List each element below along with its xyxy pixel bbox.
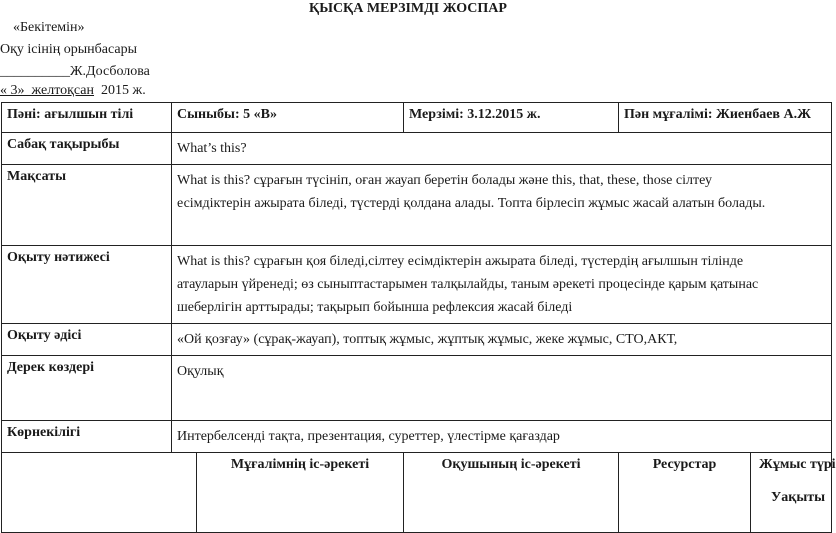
teacher-cell: Пән мұғалімі: Жиенбаев А.Ж <box>619 103 832 133</box>
date-cell: Мерзімі: 3.12.2015 ж. <box>404 103 619 133</box>
table-row <box>2 324 832 356</box>
row-label-sources: Дерек көздері <box>2 356 172 421</box>
row-value-outcomes: What is this? сұрағын қоя біледі,сілтеу есімдіктерін ажырата біледі, түстердің ағылшын тілінде атауларын үйренеді; өз сыныптастарымен талқылайды, таным әрекеті процесінде қарым қатынас шеберлігін арттырады; тақырып бойынша рефлексия жасай біледі <box>172 246 832 324</box>
table-row <box>2 246 832 324</box>
table-row <box>2 133 832 165</box>
approval-heading: «Бекітемін» <box>13 20 85 35</box>
date-year: 2015 ж. <box>101 83 146 98</box>
plan-info-row <box>2 103 832 133</box>
activity-header-row <box>2 453 832 533</box>
row-label-objectives: Мақсаты <box>2 165 172 246</box>
approval-date <box>0 83 146 99</box>
approval-signature <box>0 64 150 80</box>
row-label-methods: Оқыту әдісі <box>2 324 172 356</box>
teacher-activity-header: Мұғалімнің іс-әрекеті <box>197 453 404 533</box>
table-row <box>2 356 832 421</box>
signature-name: Ж.Досболова <box>70 64 150 79</box>
row-label-outcomes: Оқыту нәтижесі <box>2 246 172 324</box>
work-type-time-header: Жұмыс түрі Уақыты <box>751 453 832 533</box>
empty-cell <box>2 453 197 533</box>
row-value-topic: What’s this? <box>172 133 832 165</box>
table-row <box>2 165 832 246</box>
date-month: желтоқсан <box>31 83 95 98</box>
date-day: « 3» <box>0 83 25 98</box>
class-cell: Сыныбы: 5 «В» <box>172 103 404 133</box>
table-row <box>2 421 832 453</box>
signature-blank: __________ <box>0 64 70 79</box>
lesson-plan-table <box>1 102 836 533</box>
subject-cell: Пәні: ағылшын тілі <box>2 103 172 133</box>
row-value-visual-aids: Интербелсенді тақта, презентация, суреттер, үлестірме қағаздар <box>172 421 832 453</box>
approval-position: Оқу ісінің орынбасары <box>0 42 138 57</box>
document-title: ҚЫСҚА МЕРЗІМДІ ЖОСПАР <box>309 1 507 16</box>
row-value-methods: «Ой қозғау» (сұрақ-жауап), топтық жұмыс, жұптық жұмыс, жеке жұмыс, СТО,АКТ, <box>172 324 832 356</box>
row-label-topic: Сабақ тақырыбы <box>2 133 172 165</box>
student-activity-header: Оқушының іс-әрекеті <box>404 453 619 533</box>
resources-header: Ресурстар <box>619 453 751 533</box>
row-value-sources: Оқулық <box>172 356 832 421</box>
row-value-objectives: What is this? сұрағын түсініп, оған жауап беретін болады және this, that, these, those сілтеу есімдіктерін ажырата біледі, түстерді қолдана алады. Топта бірлесіп жұмыс жасай алатын болады. <box>172 165 832 246</box>
row-label-visual-aids: Көрнекілігі <box>2 421 172 453</box>
